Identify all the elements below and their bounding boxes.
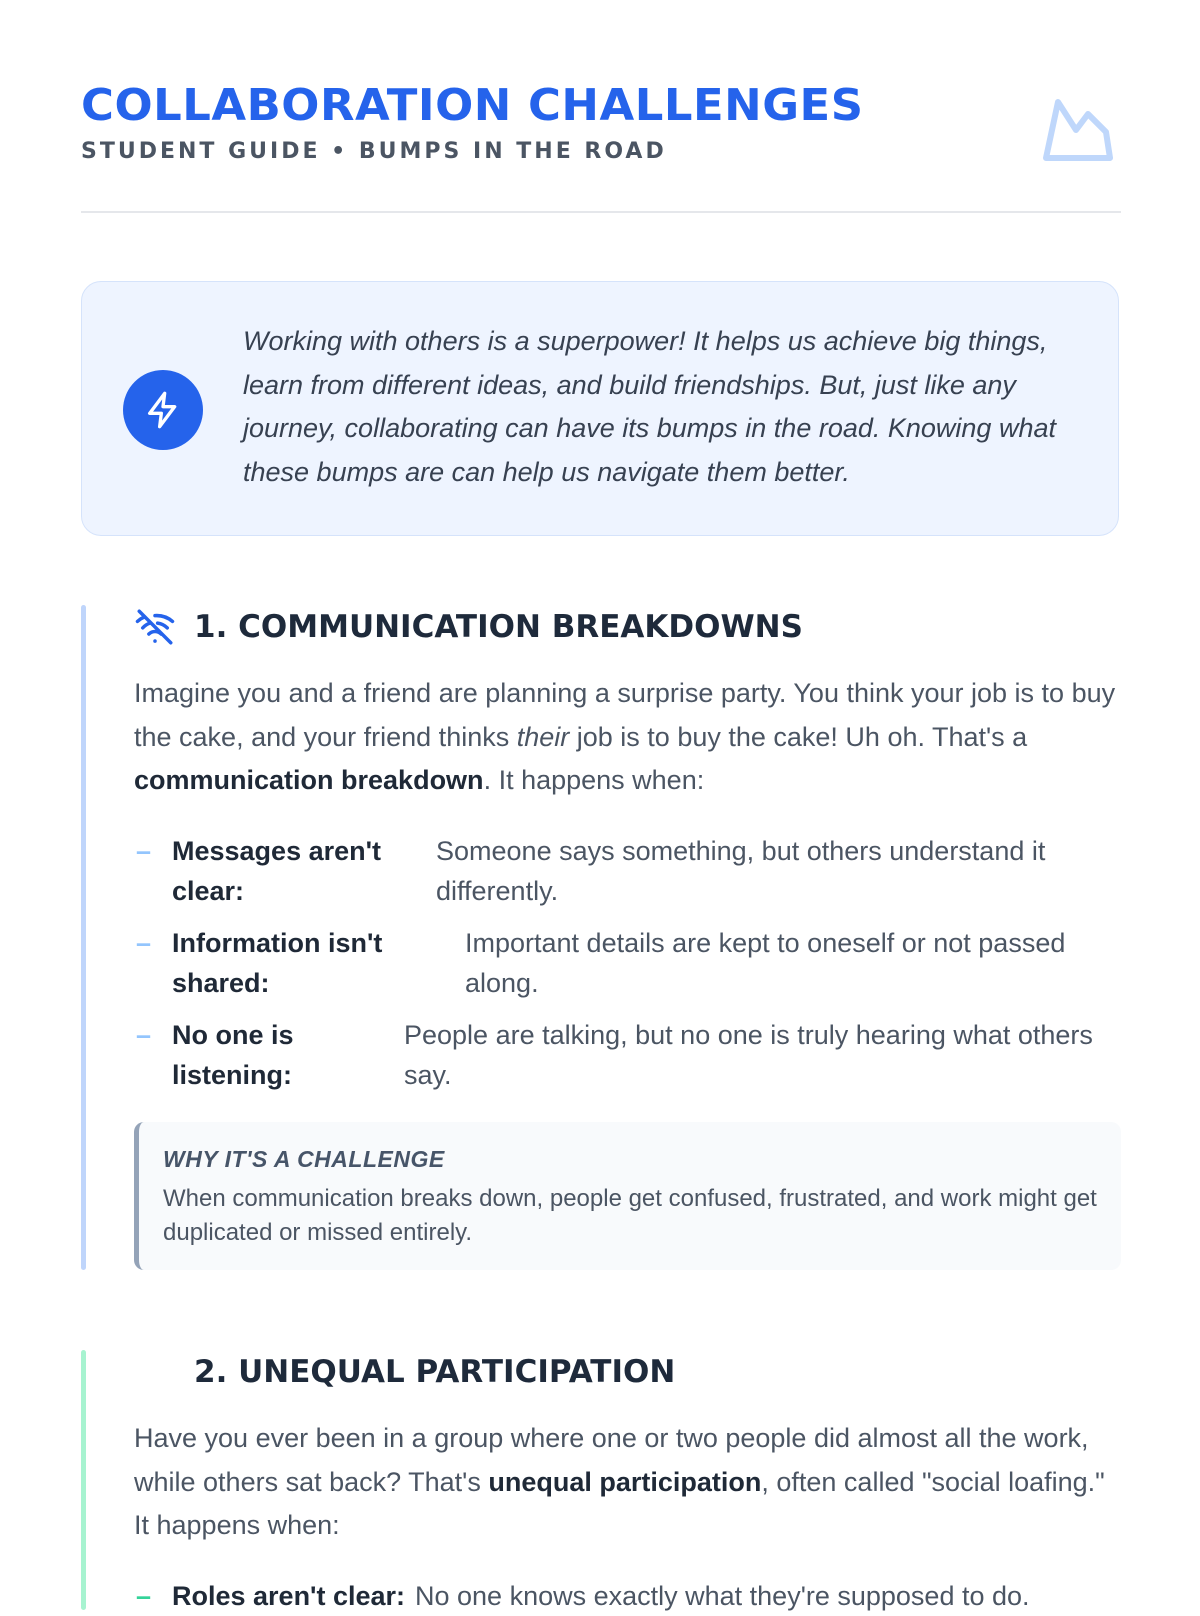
why-text: When communication breaks down, people get confused, frustrated, and work might get duplicated or missed entirely. xyxy=(163,1185,1097,1246)
item-term: Messages aren't clear: xyxy=(172,836,382,906)
section-unequal-participation xyxy=(81,1350,1121,1610)
header-divider xyxy=(81,211,1121,213)
wifi-off-icon xyxy=(134,606,176,648)
bullet-list xyxy=(134,831,1124,1107)
list-item xyxy=(134,1576,1124,1616)
lightning-bolt-icon xyxy=(143,390,183,430)
section-body: Have you ever been in a group where one or two people did almost all the work, while others sat back? That's unequal participation, often called "social loafing." It happens when: xyxy=(134,1423,1105,1540)
mountain-outline-icon xyxy=(1040,88,1124,164)
intro-badge xyxy=(123,370,203,450)
section-heading xyxy=(134,605,803,649)
bullet-list xyxy=(134,1576,1124,1616)
section-communication-breakdowns xyxy=(81,605,1121,1270)
section-accent-bar xyxy=(81,605,86,1270)
item-description: Important details are kept to oneself or not passed along. xyxy=(465,928,1066,998)
list-item xyxy=(134,923,1124,1015)
dash-bullet: – xyxy=(136,928,152,958)
intro-callout xyxy=(81,281,1119,536)
item-description: No one knows exactly what they're supposed to do. xyxy=(415,1581,1030,1611)
section-title: 2. UNEQUAL PARTICIPATION xyxy=(194,1354,676,1390)
item-description: People are talking, but no one is truly hearing what others say. xyxy=(404,1020,1093,1090)
section-title: 1. COMMUNICATION BREAKDOWNS xyxy=(194,609,803,645)
section-body: Imagine you and a friend are planning a surprise party. You think your job is to buy the cake, and your friend thinks their job is to buy the cake! Uh oh. That's a communication breakdown. It happens when: xyxy=(134,678,1116,795)
intro-text: Working with others is a superpower! It helps us achieve big things, learn from different ideas, and build friendships. But, just like any journey, collaborating can have its bumps in the road. Knowing what these bumps are can help us navigate them better. xyxy=(243,326,1056,487)
item-term: Information isn't shared: xyxy=(172,928,383,998)
section-heading xyxy=(194,1350,675,1394)
item-term: Roles aren't clear: xyxy=(172,1581,406,1611)
list-item xyxy=(134,831,1124,923)
item-description: Someone says something, but others understand it differently. xyxy=(436,836,1046,906)
list-item xyxy=(134,1015,1124,1107)
why-label: WHY IT'S A CHALLENGE xyxy=(163,1146,445,1172)
dash-bullet: – xyxy=(136,1020,152,1050)
page-header xyxy=(81,80,1121,166)
item-term: No one is listening: xyxy=(172,1020,294,1090)
page-subtitle: STUDENT GUIDE • BUMPS IN THE ROAD xyxy=(81,139,667,164)
why-challenge-callout xyxy=(134,1122,1121,1270)
section-accent-bar xyxy=(81,1350,86,1610)
page-title: COLLABORATION CHALLENGES xyxy=(81,80,864,131)
dash-bullet: – xyxy=(136,836,152,866)
dash-bullet: – xyxy=(136,1581,152,1611)
